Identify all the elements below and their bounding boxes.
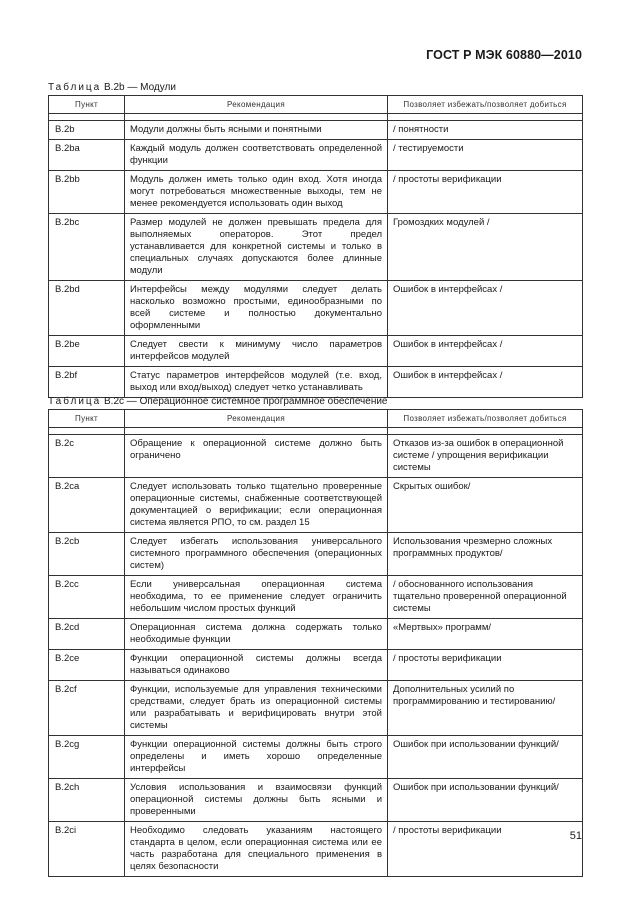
table-row <box>49 171 583 214</box>
item-cell: B.2cf <box>49 681 125 736</box>
table-row <box>49 576 583 619</box>
spacer-cell <box>49 428 125 435</box>
item-cell: B.2bd <box>49 281 125 336</box>
col-header-recommendation: Рекомендация <box>125 410 388 428</box>
table-row <box>49 214 583 281</box>
recommendation-cell: Каждый модуль должен соответствовать определенной функции <box>125 140 388 171</box>
table-row <box>49 619 583 650</box>
item-cell: B.2cc <box>49 576 125 619</box>
table-body <box>49 428 583 877</box>
table-body <box>49 114 583 398</box>
recommendation-cell: Размер модулей не должен превышать предела для выполняемых операторов. Этот предел устанавливается для конкретной системы и только в специальных случаях допускаются более длинные модули <box>125 214 388 281</box>
page-number: 51 <box>569 830 582 842</box>
spacer-cell <box>388 114 583 121</box>
table-row <box>49 281 583 336</box>
recommendation-cell: Следует использовать только тщательно проверенные операционные системы, снабженные соответствующей документацией о верификации; если операционная система является РПО, то см. раздел 15 <box>125 478 388 533</box>
outcome-cell: Ошибок в интерфейсах / <box>388 336 583 367</box>
col-header-outcome: Позволяет избежать/позволяет добиться <box>388 410 583 428</box>
outcome-cell: / простоты верификации <box>388 822 583 877</box>
spacer-cell <box>388 428 583 435</box>
item-cell: B.2bc <box>49 214 125 281</box>
outcome-cell: «Мертвых» программ/ <box>388 619 583 650</box>
table-row <box>49 736 583 779</box>
col-header-item: Пункт <box>49 96 125 114</box>
outcome-cell: Использования чрезмерно сложных программных продуктов/ <box>388 533 583 576</box>
recommendation-cell: Интерфейсы между модулями следует делать насколько возможно простыми, единообразными по всей системе и полностью документально оформленными <box>125 281 388 336</box>
document-code: ГОСТ Р МЭК 60880—2010 <box>426 48 582 62</box>
item-cell: B.2be <box>49 336 125 367</box>
table-row <box>49 435 583 478</box>
outcome-cell: Дополнительных усилий по программированию и тестированию/ <box>388 681 583 736</box>
table-row <box>49 140 583 171</box>
outcome-cell: / обоснованного использования тщательно проверенной операционной системы <box>388 576 583 619</box>
item-cell: B.2ch <box>49 779 125 822</box>
recommendation-cell: Необходимо следовать указаниям настоящего стандарта в целом, если операционная система или ее часть разработана для специального применения в целях безопасности <box>125 822 388 877</box>
outcome-cell: Ошибок при использовании функций/ <box>388 736 583 779</box>
table-row <box>49 367 583 398</box>
table-row <box>49 533 583 576</box>
item-cell: B.2cb <box>49 533 125 576</box>
recommendation-cell: Следует избегать использования универсального системного программного обеспечения (операционных систем) <box>125 533 388 576</box>
outcome-cell: Скрытых ошибок/ <box>388 478 583 533</box>
item-cell: B.2cd <box>49 619 125 650</box>
table-row <box>49 478 583 533</box>
outcome-cell: / тестируемости <box>388 140 583 171</box>
item-cell: B.2bf <box>49 367 125 398</box>
col-header-item: Пункт <box>49 410 125 428</box>
outcome-cell: Отказов из-за ошибок в операционной системе / упрощения верификации системы <box>388 435 583 478</box>
outcome-cell: Громоздких модулей / <box>388 214 583 281</box>
caption-title: B.2b — Модули <box>104 82 176 93</box>
caption-prefix: Таблица <box>48 82 102 93</box>
item-cell: B.2cg <box>49 736 125 779</box>
table-row <box>49 650 583 681</box>
item-cell: B.2ca <box>49 478 125 533</box>
caption-title: B.2c — Операционное системное программное обеспечение <box>104 396 388 407</box>
recommendation-cell: Условия использования и взаимосвязи функций операционной системы должны быть ясными и проверенными <box>125 779 388 822</box>
item-cell: B.2ce <box>49 650 125 681</box>
recommendation-cell: Обращение к операционной системе должно быть ограничено <box>125 435 388 478</box>
item-cell: B.2b <box>49 121 125 140</box>
outcome-cell: Ошибок при использовании функций/ <box>388 779 583 822</box>
item-cell: B.2ci <box>49 822 125 877</box>
spacer-row <box>49 428 583 435</box>
table-b2c-caption <box>48 396 388 407</box>
outcome-cell: / простоты верификации <box>388 650 583 681</box>
spacer-cell <box>125 114 388 121</box>
table-header-row <box>49 410 583 428</box>
table-row <box>49 336 583 367</box>
recommendation-cell: Статус параметров интерфейсов модулей (т.е. вход, выход или вход/выход) следует четко устанавливать <box>125 367 388 398</box>
recommendation-cell: Модуль должен иметь только один вход. Хотя иногда могут потребоваться множественные выходы, тем не менее рекомендуется использовать один выход <box>125 171 388 214</box>
recommendation-cell: Функции, используемые для управления техническими средствами, следует брать из операционной системы или разрабатывать и верифицировать внутри этой системы <box>125 681 388 736</box>
col-header-recommendation: Рекомендация <box>125 96 388 114</box>
table-row <box>49 822 583 877</box>
outcome-cell: Ошибок в интерфейсах / <box>388 367 583 398</box>
recommendation-cell: Функции операционной системы должны быть строго определены и иметь хорошо определенные интерфейсы <box>125 736 388 779</box>
col-header-outcome: Позволяет избежать/позволяет добиться <box>388 96 583 114</box>
table-b2b-caption <box>48 82 176 93</box>
table-b2c <box>48 409 583 877</box>
table-row <box>49 779 583 822</box>
recommendation-cell: Следует свести к минимуму число параметров интерфейсов модулей <box>125 336 388 367</box>
caption-prefix: Таблица <box>48 396 102 407</box>
spacer-cell <box>125 428 388 435</box>
outcome-cell: / простоты верификации <box>388 171 583 214</box>
outcome-cell: / понятности <box>388 121 583 140</box>
recommendation-cell: Если универсальная операционная система необходима, то ее применение следует ограничить небольшим числом простых функций <box>125 576 388 619</box>
spacer-row <box>49 114 583 121</box>
outcome-cell: Ошибок в интерфейсах / <box>388 281 583 336</box>
table-row <box>49 121 583 140</box>
recommendation-cell: Модули должны быть ясными и понятными <box>125 121 388 140</box>
table-b2b <box>48 95 583 398</box>
spacer-cell <box>49 114 125 121</box>
item-cell: B.2bb <box>49 171 125 214</box>
table-header-row <box>49 96 583 114</box>
table-row <box>49 681 583 736</box>
recommendation-cell: Функции операционной системы должны всегда называться одинаково <box>125 650 388 681</box>
item-cell: B.2ba <box>49 140 125 171</box>
item-cell: B.2c <box>49 435 125 478</box>
recommendation-cell: Операционная система должна содержать только необходимые функции <box>125 619 388 650</box>
